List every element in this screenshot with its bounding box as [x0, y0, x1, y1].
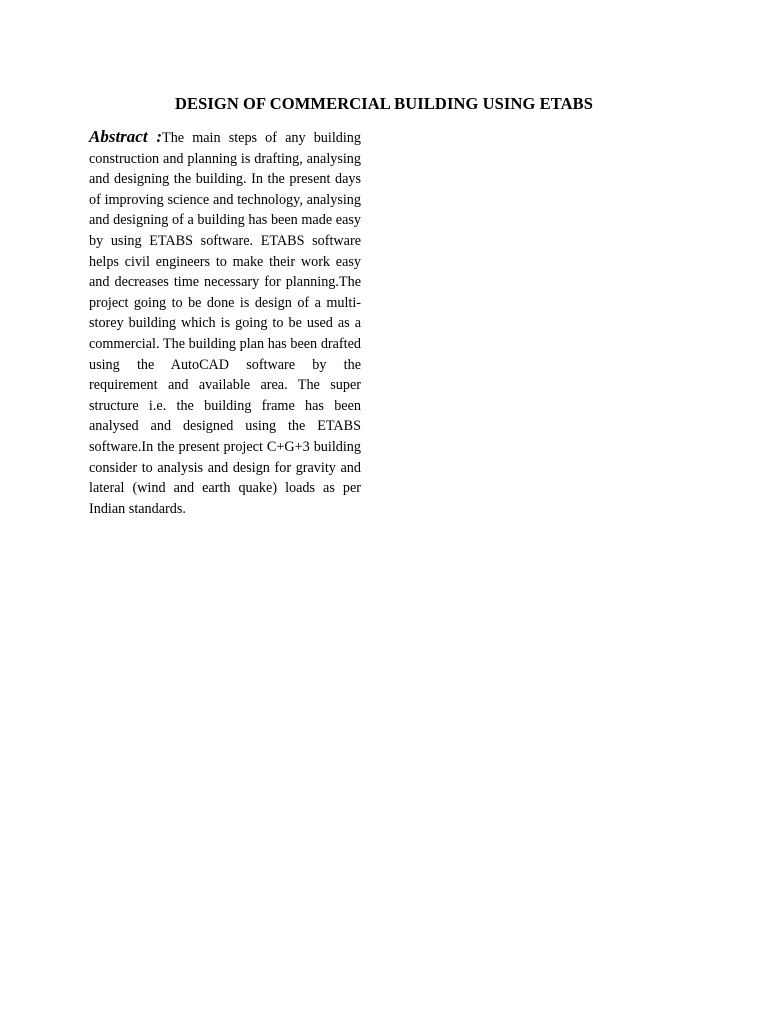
abstract-paragraph	[89, 127, 361, 519]
abstract-text: The main steps of any building construction and planning is drafting, analysing and designing the building. In the present days of improving science and technology, analysing and designing of a building has been made easy by using ETABS software. ETABS software helps civil engineers to make their work easy and decreases time necessary for planning.The project going to be done is design of a multi-storey building which is going to be used as a commercial. The building plan has been drafted using the AutoCAD software by the requirement and available area. The super structure i.e. the building frame has been analysed and designed using the ETABS software.In the present project C+G+3 building consider to analysis and design for gravity and lateral (wind and earth quake) loads as per Indian standards.	[89, 130, 361, 517]
abstract-label: Abstract :	[89, 127, 163, 146]
paper-title: DESIGN OF COMMERCIAL BUILDING USING ETABS	[174, 94, 594, 113]
